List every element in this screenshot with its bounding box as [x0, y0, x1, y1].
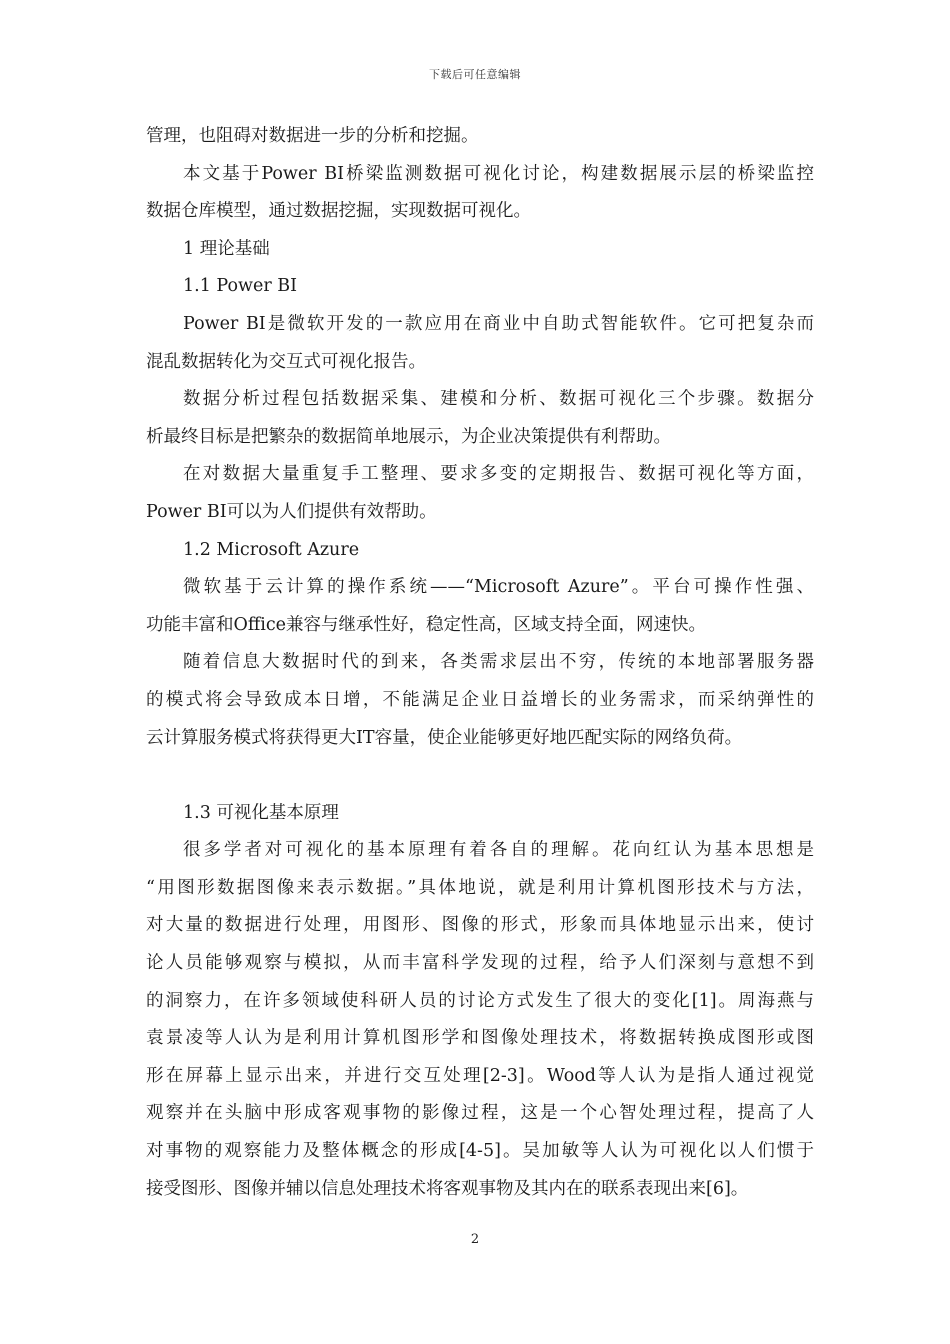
paragraph-line: Power BI可以为人们提供有效帮助。: [146, 501, 437, 522]
subsection-heading: 1.1 Power BI: [183, 276, 298, 297]
paragraph-line: 数据分析过程包括数据采集、建模和分析、数据可视化三个步骤。数据分: [183, 389, 814, 410]
paragraph-line: 云计算服务模式将获得更大IT容量，使企业能够更好地匹配实际的网络负荷。: [146, 727, 743, 748]
subsection-heading: 1.2 Microsoft Azure: [183, 539, 360, 560]
blank-line: [146, 757, 814, 795]
paragraph-line: 的模式将会导致成本日增，不能满足企业日益增长的业务需求，而采纳弹性的: [146, 689, 814, 710]
section-heading: 1 理论基础: [183, 238, 270, 259]
paragraph-line: 随着信息大数据时代的到来，各类需求层出不穷，传统的本地部署服务器: [183, 652, 814, 673]
paragraph-line: 微软基于云计算的操作系统——“Microsoft Azure”。平台可操作性强、: [183, 577, 814, 598]
page-number: 2: [470, 1232, 480, 1247]
paragraph-line: 对事物的观察能力及整体概念的形成[4-5]。吴加敏等人认为可视化以人们惯于: [146, 1141, 814, 1162]
page-header: 下载后可任意编辑: [429, 68, 521, 81]
paragraph-line: 本文基于Power BI桥梁监测数据可视化讨论，构建数据展示层的桥梁监控: [183, 163, 814, 184]
paragraph-line: 论人员能够观察与模拟，从而丰富科学发现的过程，给予人们深刻与意想不到: [146, 953, 814, 974]
paragraph-line: 接受图形、图像并辅以信息处理技术将客观事物及其内在的联系表现出来[6]。: [146, 1178, 749, 1199]
paragraph-line: 很多学者对可视化的基本原理有着各自的理解。花向红认为基本思想是: [183, 840, 814, 861]
paragraph-line: 混乱数据转化为交互式可视化报告。: [146, 351, 426, 372]
paragraph-line: 观察并在头脑中形成客观事物的影像过程，这是一个心智处理过程，提高了人: [146, 1103, 814, 1124]
document-body: [146, 118, 814, 1208]
paragraph-line: 功能丰富和Office兼容与继承性好，稳定性高，区域支持全面，网速快。: [146, 614, 707, 635]
paragraph-line: Power BI是微软开发的一款应用在商业中自助式智能软件。它可把复杂而: [183, 313, 814, 334]
paragraph-line: 数据仓库模型，通过数据挖掘，实现数据可视化。: [146, 201, 531, 222]
paragraph-line: 的洞察力，在许多领域使科研人员的讨论方式发生了很大的变化[1]。周海燕与: [146, 990, 814, 1011]
paragraph-line: 在对数据大量重复手工整理、要求多变的定期报告、数据可视化等方面，: [183, 464, 814, 485]
paragraph-line: 袁景凌等人认为是利用计算机图形学和图像处理技术，将数据转换成图形或图: [146, 1028, 814, 1049]
paragraph-line: 对大量的数据进行处理，用图形、图像的形式，形象而具体地显示出来，使讨: [146, 915, 814, 936]
paragraph-line: 析最终目标是把繁杂的数据简单地展示，为企业决策提供有利帮助。: [146, 426, 671, 447]
paragraph-line: 形在屏幕上显示出来，并进行交互处理[2-3]。Wood等人认为是指人通过视觉: [146, 1065, 814, 1086]
subsection-heading: 1.3 可视化基本原理: [183, 802, 339, 823]
paragraph-line: “用图形数据图像来表示数据。”具体地说，就是利用计算机图形技术与方法，: [146, 877, 814, 898]
paragraph-line: 管理，也阻碍对数据进一步的分析和挖掘。: [146, 126, 479, 146]
